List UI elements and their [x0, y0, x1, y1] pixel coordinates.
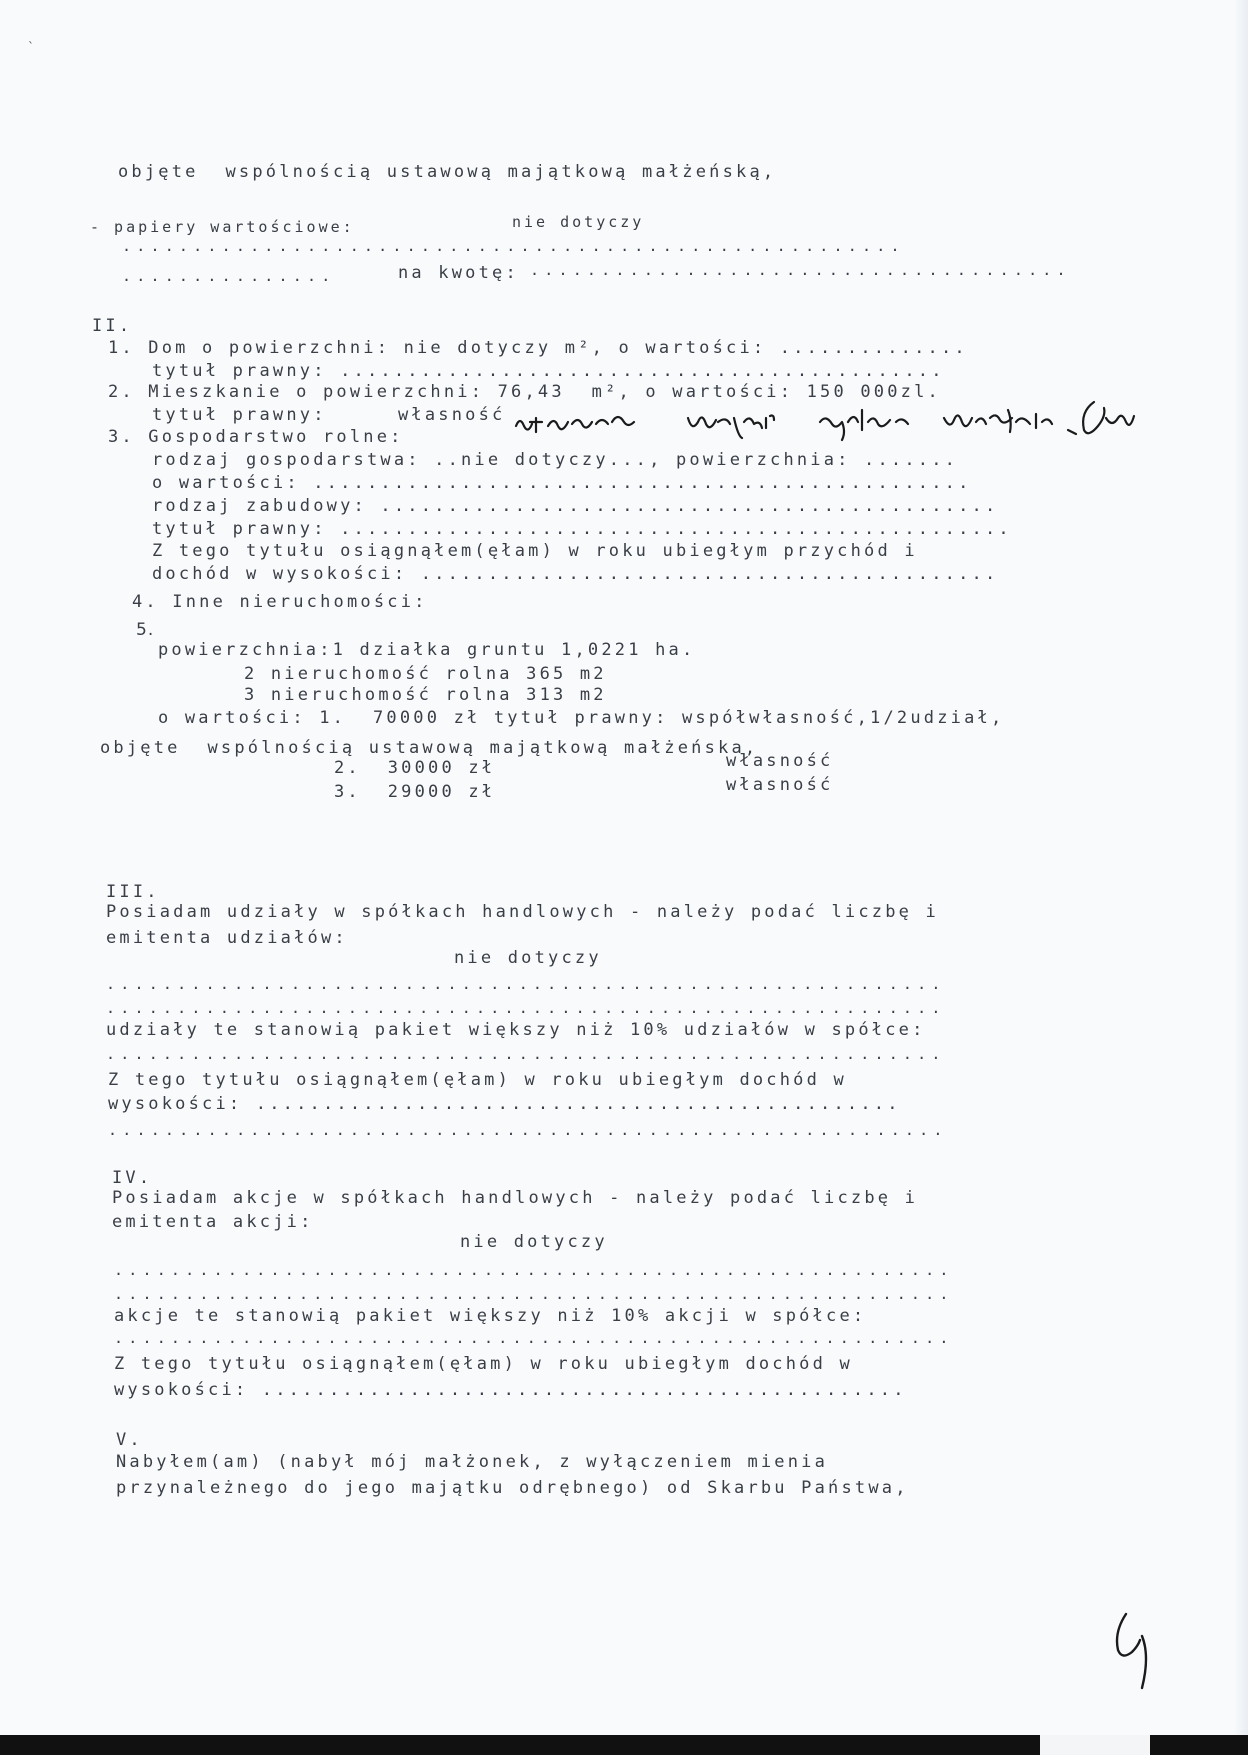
section-iii-dots-4: ........................................................... — [108, 1121, 948, 1139]
section-ii-przychod: Z tego tytułu osiągnąłem(ęłam) w roku ubiegłym przychód i — [152, 541, 918, 561]
papiery-dots-2a: ............... — [122, 267, 336, 285]
section-ii-heading: II. — [92, 316, 133, 336]
section-ii-pow2: 2 nieruchomość rolna 365 m2 — [244, 664, 607, 684]
scan-mark: ` — [28, 40, 34, 54]
section-iii-line1: Posiadam udziały w spółkach handlowych - należy podać liczbę i — [106, 902, 939, 922]
section-ii-gospodarstwo: 3. Gospodarstwo rolne: — [108, 427, 404, 447]
section-ii-mieszkanie-tytul-label: tytuł prawny: — [152, 405, 327, 425]
section-iv-value: nie dotyczy — [460, 1232, 608, 1252]
section-iv-dots-3: ........................................................... — [114, 1329, 954, 1347]
section-iv-dots-2: ........................................................... — [114, 1285, 954, 1303]
section-ii-mieszkanie: 2. Mieszkanie o powierzchni: 76,43 m², o wartości: 150 000zl. — [108, 382, 941, 402]
papiery-value: nie dotyczy — [512, 213, 645, 231]
section-iv-line1: Posiadam akcje w spółkach handlowych - należy podać liczbę i — [112, 1188, 919, 1208]
section-v-heading: V. — [116, 1430, 143, 1450]
section-iv-dochod1: Z tego tytułu osiągnąłem(ęłam) w roku ubiegłym dochód w — [114, 1354, 853, 1374]
section-v-line2: przynależnego do jego majątku odrębnego) od Skarbu Państwa, — [116, 1478, 909, 1498]
papiery-dots-2b: ...................................... — [530, 261, 1071, 279]
papiery-label: - papiery wartościowe: — [90, 218, 355, 236]
section-ii-wspolnosc: objęte wspólnością ustawową majątkową małżeńska, — [100, 738, 759, 758]
section-ii-dochod: dochód w wysokości: ........................................... — [152, 564, 999, 584]
section-ii-wart2-tytul: własność — [726, 751, 834, 771]
section-iii-dochod2: wysokości: ................................................ — [108, 1094, 901, 1114]
section-ii-n5: 5. — [136, 620, 155, 640]
header-line: objęte wspólnością ustawową majątkową małżeńską, — [118, 162, 777, 182]
section-iii-dots-1: ........................................................... — [106, 975, 946, 993]
section-iii-dots-2: ........................................................... — [106, 999, 946, 1017]
section-ii-wart3: 3. 29000 zł — [334, 782, 496, 802]
section-ii-o-wartosci: o wartości: ................................................. — [152, 473, 972, 493]
section-iv-heading: IV. — [112, 1168, 153, 1188]
section-ii-zabudowy: rodzaj zabudowy: .............................................. — [152, 496, 999, 516]
section-ii-mieszkanie-tytul-value: własność — [398, 405, 506, 425]
section-ii-dom: 1. Dom o powierzchni: nie dotyczy m², o wartości: .............. — [108, 338, 968, 358]
section-iii-line2: emitenta udziałów: — [106, 928, 348, 948]
section-iv-line2: emitenta akcji: — [112, 1212, 314, 1232]
section-ii-wart3-tytul: własność — [726, 775, 834, 795]
section-iii-heading: III. — [106, 882, 160, 902]
scan-right-edge — [1234, 0, 1248, 1755]
section-ii-pow1: powierzchnia:1 działka gruntu 1,0221 ha. — [158, 640, 696, 660]
papiery-kwota: na kwotę: — [398, 263, 519, 283]
section-ii-pow3: 3 nieruchomość rolna 313 m2 — [244, 685, 607, 705]
papiery-dots-1: ....................................................... — [122, 237, 905, 255]
section-ii-wart1: o wartości: 1. 70000 zł tytuł prawny: współwłasność,1/2udział, — [158, 708, 1005, 728]
section-ii-dom-tytul: tytuł prawny: ............................................. — [152, 361, 945, 381]
handwritten-page-number — [1108, 1606, 1168, 1696]
section-ii-tytul: tytuł prawny: .................................................. — [152, 519, 1012, 539]
section-iv-dochod2: wysokości: ................................................ — [114, 1380, 907, 1400]
scan-bottom-gap — [1040, 1735, 1150, 1755]
section-iii-pakiet: udziały te stanowią pakiet większy niż 10% udziałów w spółce: — [106, 1020, 926, 1040]
section-ii-rodzaj: rodzaj gospodarstwa: ..nie dotyczy..., powierzchnia: ....... — [152, 450, 959, 470]
section-iv-pakiet: akcje te stanowią pakiet większy niż 10% akcji w spółce: — [114, 1306, 867, 1326]
section-iii-value: nie dotyczy — [454, 948, 602, 968]
section-iv-dots-1: ........................................................... — [114, 1261, 954, 1279]
section-iii-dochod1: Z tego tytułu osiągnąłem(ęłam) w roku ubiegłym dochód w — [108, 1070, 847, 1090]
section-v-line1: Nabyłem(am) (nabył mój małżonek, z wyłączeniem mienia — [116, 1452, 829, 1472]
section-ii-inne: 4. Inne nieruchomości: — [132, 592, 428, 612]
section-iii-dots-3: ........................................................... — [106, 1045, 946, 1063]
section-ii-wart2: 2. 30000 zł — [334, 758, 496, 778]
